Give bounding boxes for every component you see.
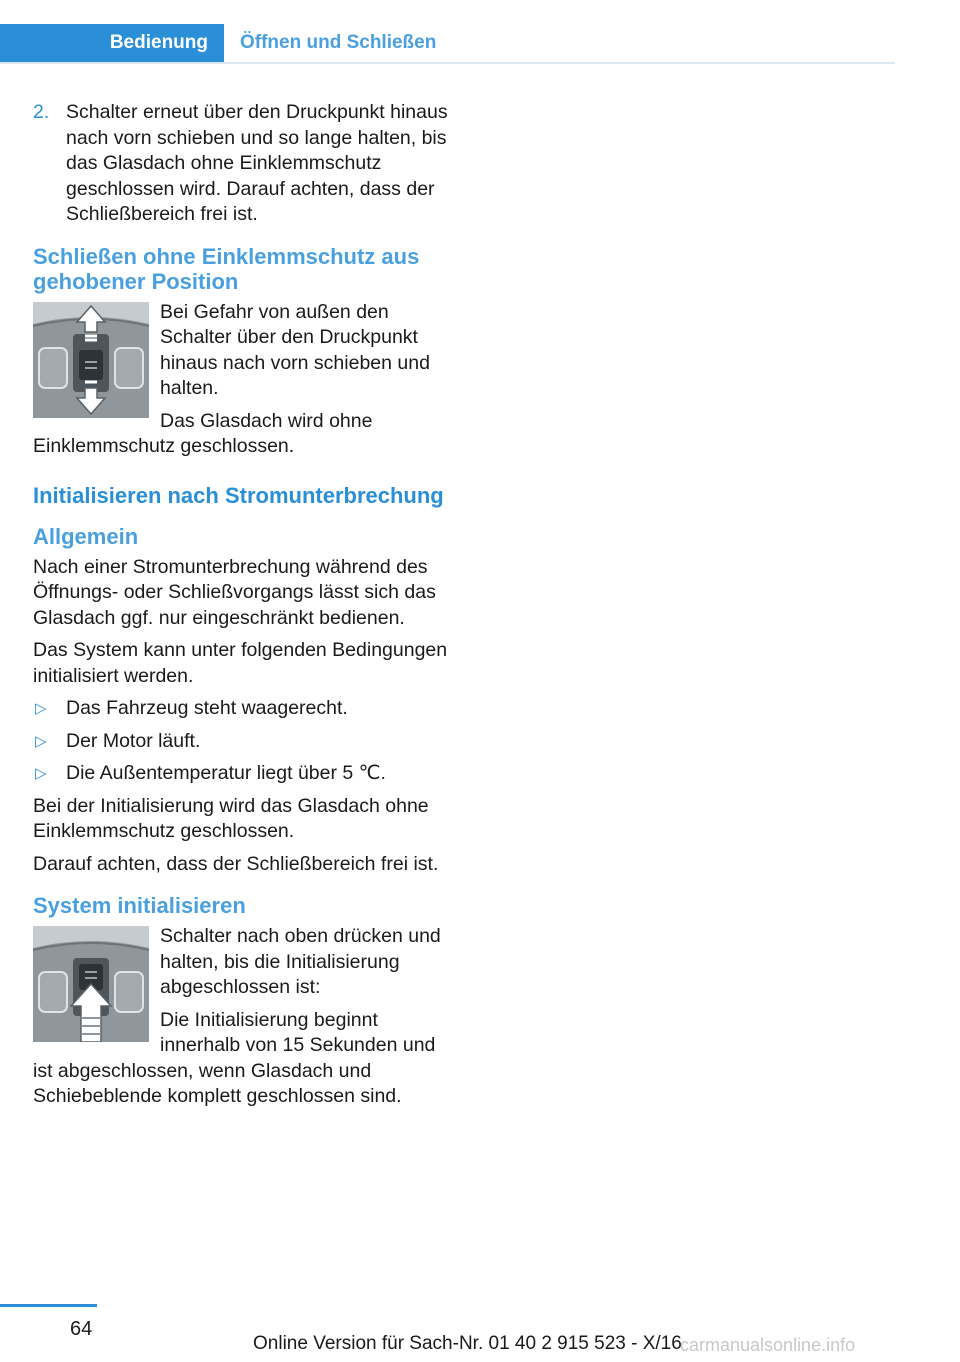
step-number: 2.	[33, 101, 50, 123]
conditions-list	[33, 696, 449, 787]
watermark: carmanualsonline.info	[680, 1335, 856, 1355]
header-tab-oeffnen-schliessen: Öffnen und Schließen	[240, 32, 437, 53]
allgemein-paragraph-4: Darauf achten, dass der Schließbereich frei ist.	[33, 852, 439, 875]
heading-system-initialisieren: System initialisieren	[33, 893, 246, 918]
online-version-note: Online Version für Sach-Nr. 01 40 2 915 523 - X/16	[253, 1333, 682, 1354]
list-item-text: Der Motor läuft.	[66, 729, 201, 752]
heading-allgemein: Allgemein	[33, 523, 139, 549]
section1-paragraph-1: Bei Gefahr von außen den Schalter über den Druckpunkt hinaus nach vorn schieben und halten.	[160, 300, 430, 399]
section4-paragraph-2: Die Initialisierung beginnt innerhalb von 15 Sekunden und ist abgeschlossen, wenn Glasdach und Schiebeblende komplett geschlossen sind.	[33, 1008, 436, 1107]
list-item	[33, 696, 449, 722]
heading-initialisieren: Initialisieren nach Stromunterbrechung	[33, 482, 444, 508]
allgemein-paragraph-3: Bei der Initialisierung wird das Glasdach ohne Einklemmschutz geschlossen.	[33, 794, 429, 842]
section1-paragraph-2: Das Glasdach wird ohne Einklemmschutz geschlossen.	[33, 409, 373, 457]
allgemein-paragraph-1: Nach einer Stromunterbrechung während des Öffnungs- oder Schließvorgangs lässt sich das Glasdach ggf. nur eingeschränkt bedienen.	[33, 555, 436, 629]
bullet-marker-icon: ▷	[35, 765, 47, 782]
footer-rule	[0, 1304, 97, 1307]
roof-switch-press-up-illustration	[33, 926, 149, 1042]
section-system-initialisieren	[33, 924, 449, 1117]
bullet-marker-icon: ▷	[35, 700, 47, 717]
page-header	[0, 24, 895, 64]
bullet-marker-icon: ▷	[35, 732, 47, 750]
list-item-text: Die Außentemperatur liegt über 5 ℃.	[66, 762, 386, 784]
list-item	[33, 729, 449, 755]
step-2	[33, 100, 449, 228]
list-item-text: Das Fahrzeug steht waagerecht.	[66, 697, 348, 719]
main-column	[33, 100, 449, 1117]
allgemein-paragraph-2: Das System kann unter folgenden Bedingungen initialisiert werden.	[33, 639, 448, 687]
list-item	[33, 761, 449, 787]
header-tab-bedienung: Bedienung	[0, 24, 224, 62]
page-number: 64	[70, 1318, 93, 1340]
heading-schliessen-ohne-einklemmschutz: Schließen ohne Einklemmschutz aus gehobener Position	[33, 243, 420, 294]
step-text: Schalter erneut über den Druckpunkt hinaus nach vorn schieben und so lange halten, bis das Glasdach ohne Einklemmschutz geschlossen wird. Darauf achten, dass der Schließbereich frei ist.	[66, 101, 448, 225]
section4-paragraph-1: Schalter nach oben drücken und halten, bis die Initialisierung abgeschlossen ist:	[160, 925, 441, 998]
section-schliessen	[33, 300, 449, 467]
roof-switch-push-forward-illustration	[33, 302, 149, 418]
